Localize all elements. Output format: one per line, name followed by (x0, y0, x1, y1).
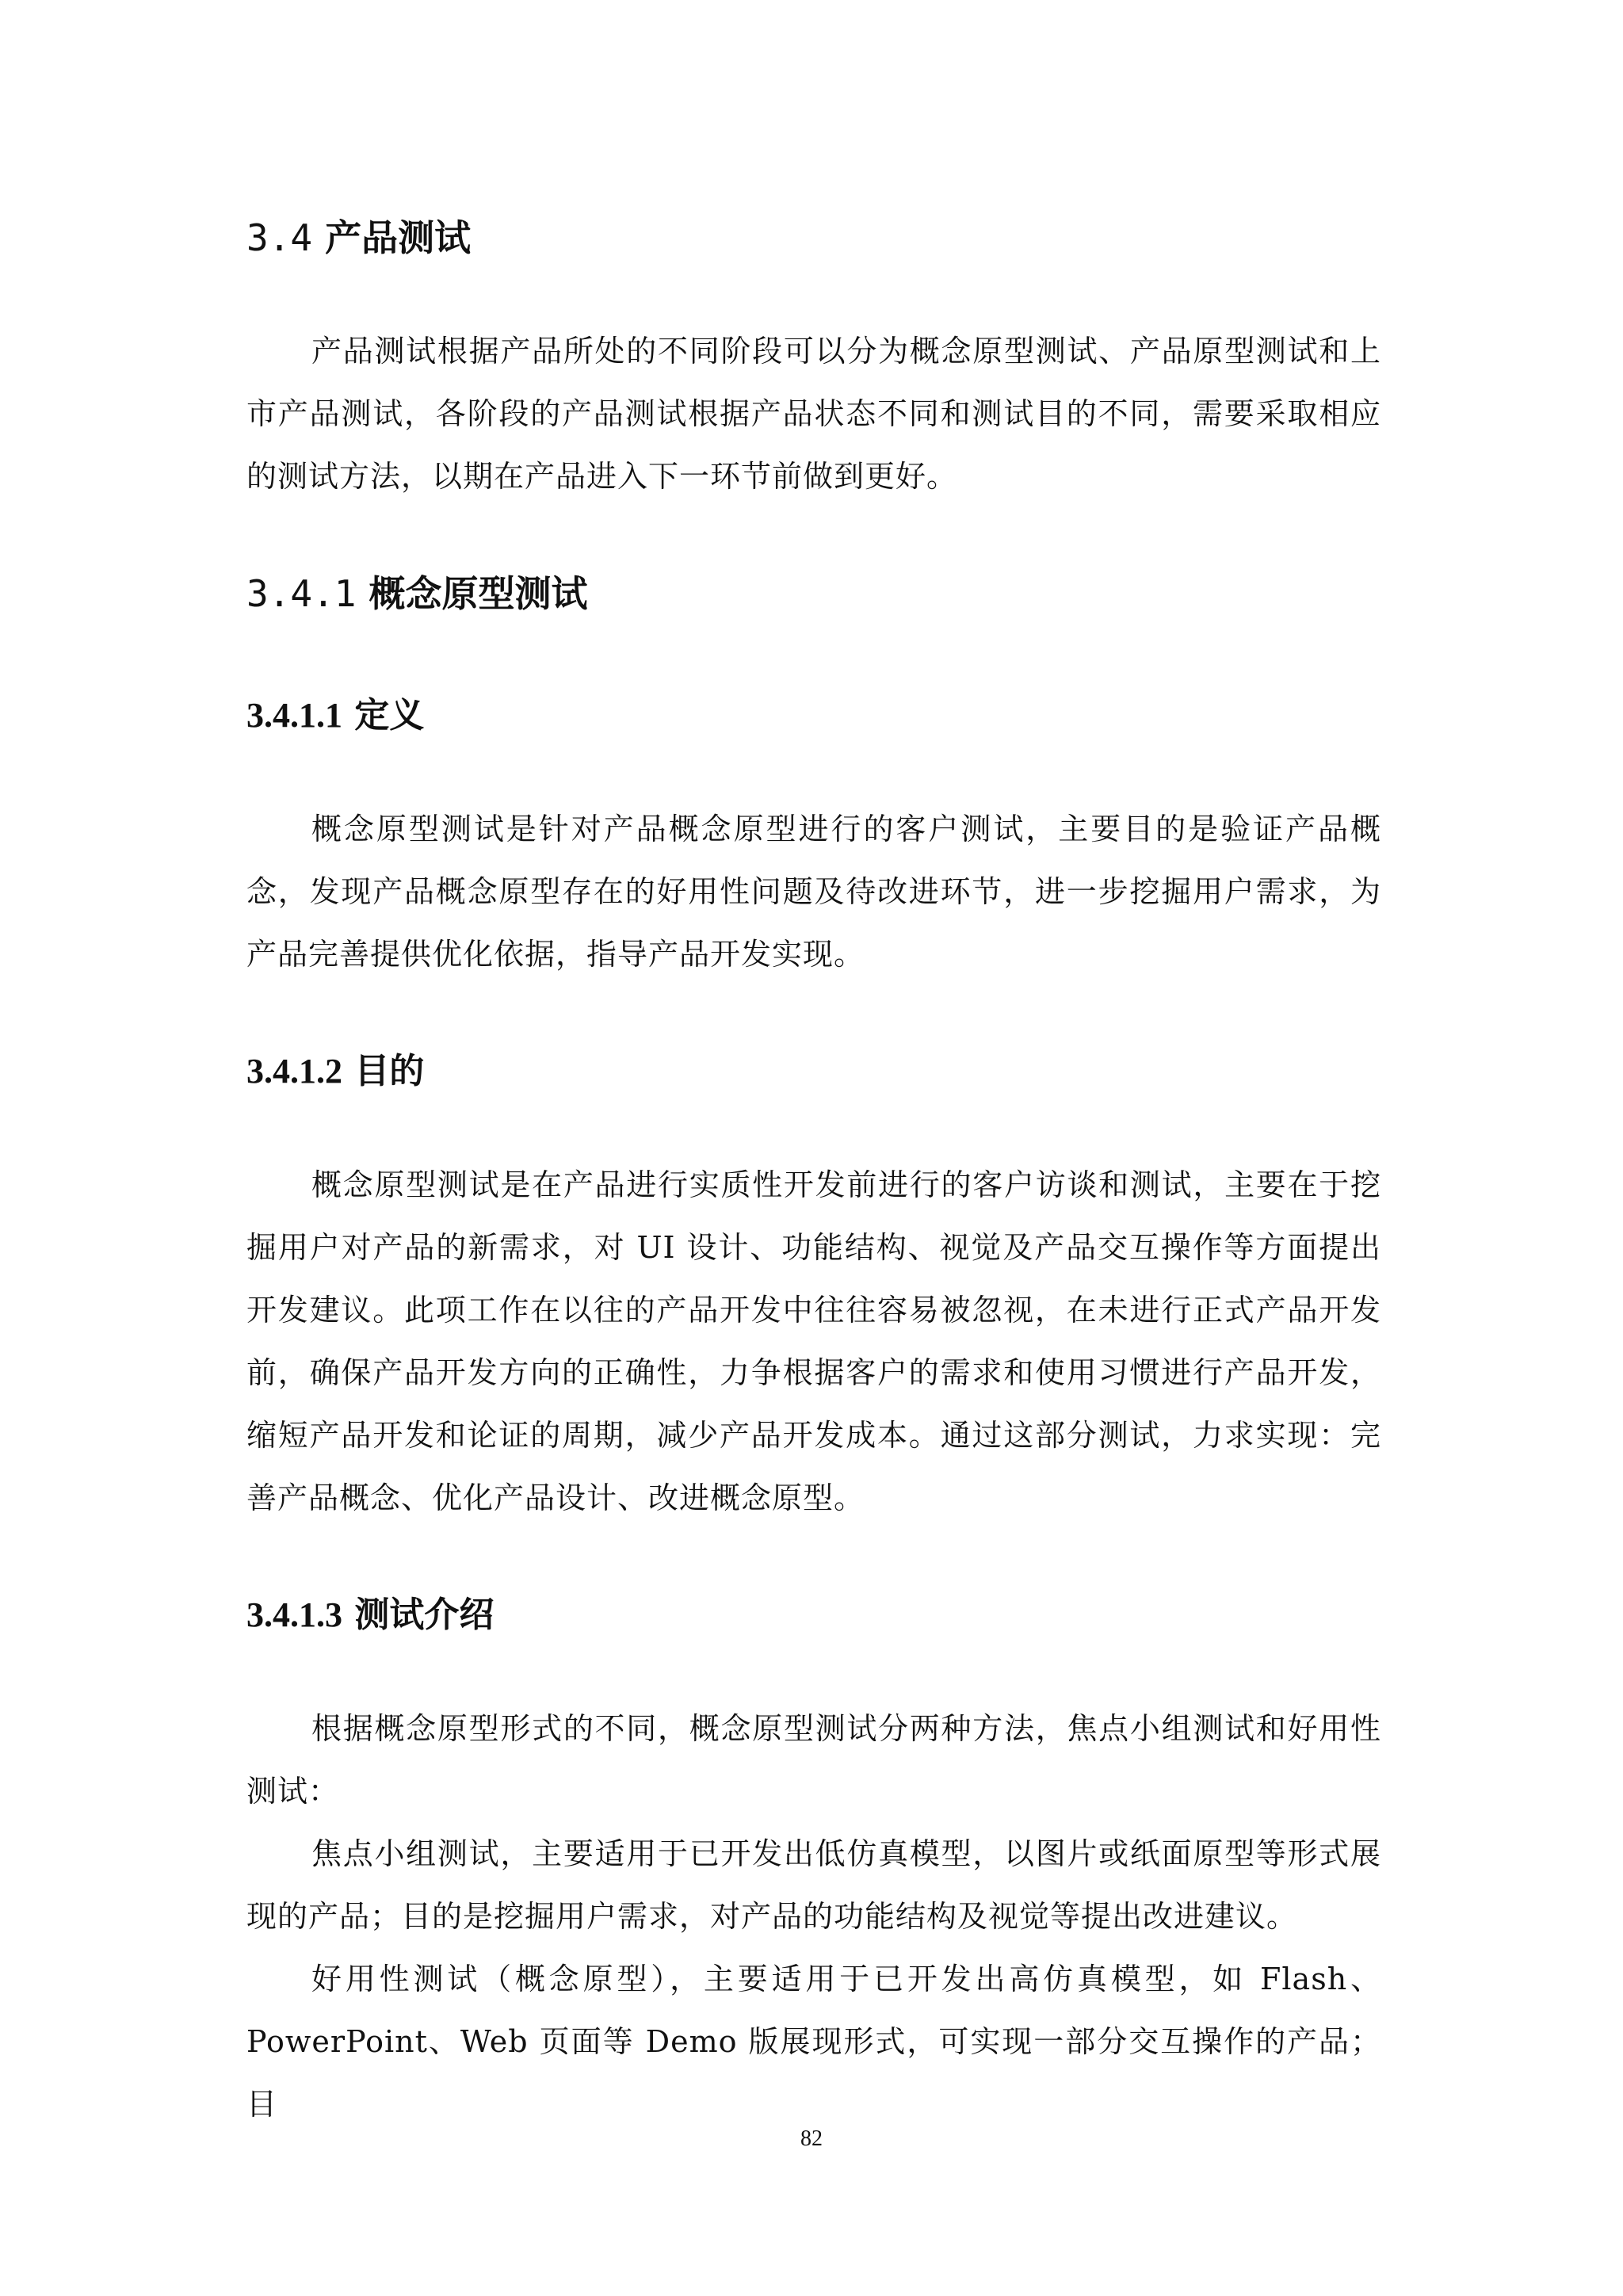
definition-title: 定义 (354, 695, 425, 735)
section-title: 产品测试 (325, 216, 472, 259)
definition-paragraph: 概念原型测试是针对产品概念原型进行的客户测试，主要目的是验证产品概念，发现产品概念原型存在的好用性问题及待改进环节，进一步挖掘用户需求，为产品完善提供优化依据，指导产品开发实现。 (246, 812, 1381, 972)
definition-number: 3.4.1.1 (246, 696, 342, 735)
methods-block (246, 1698, 1381, 2136)
section-intro-paragraph: 产品测试根据产品所处的不同阶段可以分为概念原型测试、产品原型测试和上市产品测试，各阶段的产品测试根据产品状态不同和测试目的不同，需要采取相应的测试方法，以期在产品进入下一环节前做到更好。 (246, 334, 1381, 494)
subsection-title: 概念原型测试 (369, 572, 588, 615)
methods-title: 测试介绍 (354, 1595, 495, 1635)
subsection-heading (246, 554, 1381, 633)
page-number: 82 (800, 2126, 823, 2151)
purpose-block (246, 1154, 1381, 1530)
purpose-heading (246, 1032, 1381, 1111)
definition-block (246, 798, 1381, 986)
page-content (246, 198, 1381, 2136)
section-number: 3.4 (246, 216, 313, 259)
usability-paragraph: 好用性测试（概念原型），主要适用于已开发出高仿真模型，如 Flash、PowerPoint、Web 页面等 Demo 版展现形式，可实现一部分交互操作的产品；目 (246, 1962, 1381, 2122)
section-heading (246, 198, 1381, 277)
purpose-title: 目的 (354, 1051, 425, 1091)
section-intro-block (246, 320, 1381, 508)
methods-paragraph: 根据概念原型形式的不同，概念原型测试分两种方法，焦点小组测试和好用性测试： (246, 1711, 1381, 1809)
definition-heading (246, 676, 1381, 755)
purpose-paragraph: 概念原型测试是在产品进行实质性开发前进行的客户访谈和测试，主要在于挖掘用户对产品的新需求，对 UI 设计、功能结构、视觉及产品交互操作等方面提出开发建议。此项工作在以往的产品开发中往往容易被忽视，在未进行正式产品开发前，确保产品开发方向的正确性，力争根据客户的需求和使用习惯进行产品开发，缩短产品开发和论证的周期，减少产品开发成本。通过这部分测试，力求实现：完善产品概念、优化产品设计、改进概念原型。 (246, 1167, 1381, 1515)
focus-group-paragraph: 焦点小组测试，主要适用于已开发出低仿真模型，以图片或纸面原型等形式展现的产品；目的是挖掘用户需求，对产品的功能结构及视觉等提出改进建议。 (246, 1836, 1381, 1934)
methods-number: 3.4.1.3 (246, 1595, 342, 1634)
subsection-number: 3.4.1 (246, 572, 357, 615)
purpose-number: 3.4.1.2 (246, 1052, 342, 1091)
methods-heading (246, 1576, 1381, 1655)
